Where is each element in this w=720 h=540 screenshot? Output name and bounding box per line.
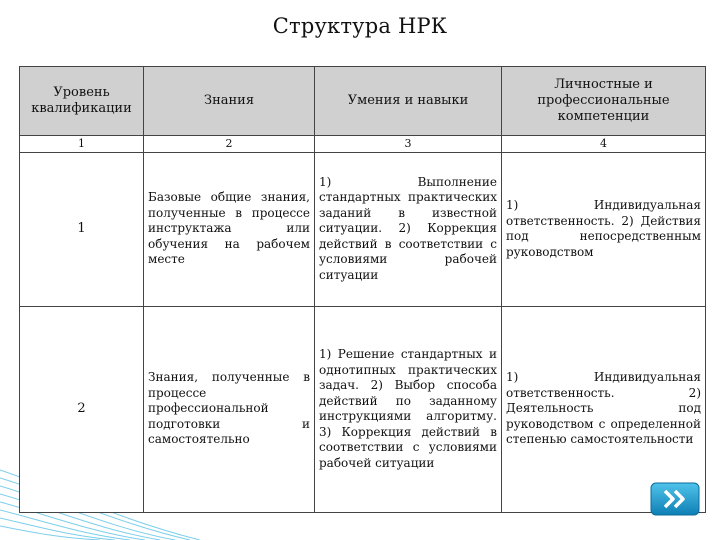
table-row — [20, 306, 706, 512]
header-competencies: Личностные и профессиональные компетенции — [502, 67, 706, 136]
table-row — [20, 152, 706, 306]
row-skills: 1) Решение стандартных и однотипных практических задач. 2) Выбор способа действий по заданному инструкциями алгоритму. 3) Коррекция действий в соответствии с условиями рабочей ситуации — [315, 306, 502, 512]
page-title: Структура НРК — [272, 14, 448, 38]
row-skills: 1) Выполнение стандартных практических заданий в известной ситуации. 2) Коррекция действий в соответствии с условиями рабочей ситуации — [315, 152, 502, 306]
header-row — [20, 67, 706, 136]
row-competencies: 1) Индивидуальная ответственность. 2) Действия под непосредственным руководством — [502, 152, 706, 306]
column-number: 3 — [315, 136, 502, 153]
row-knowledge: Базовые общие знания, полученные в процессе инструктажа или обучения на рабочем месте — [144, 152, 315, 306]
row-level: 1 — [20, 152, 144, 306]
nrk-structure-table — [19, 66, 706, 513]
row-level: 2 — [20, 306, 144, 512]
column-number: 4 — [502, 136, 706, 153]
row-competencies: 1) Индивидуальная ответственность. 2) Деятельность под руководством с определенной степенью самостоятельности — [502, 306, 706, 512]
header-skills: Умения и навыки — [315, 67, 502, 136]
header-level: Уровень квалификации — [20, 67, 144, 136]
header-knowledge: Знания — [144, 67, 315, 136]
column-number-row — [20, 136, 706, 153]
column-number: 2 — [144, 136, 315, 153]
row-knowledge: Знания, полученные в процессе профессиональной подготовки и самостоятельно — [144, 306, 315, 512]
next-slide-button[interactable] — [650, 482, 700, 516]
column-number: 1 — [20, 136, 144, 153]
